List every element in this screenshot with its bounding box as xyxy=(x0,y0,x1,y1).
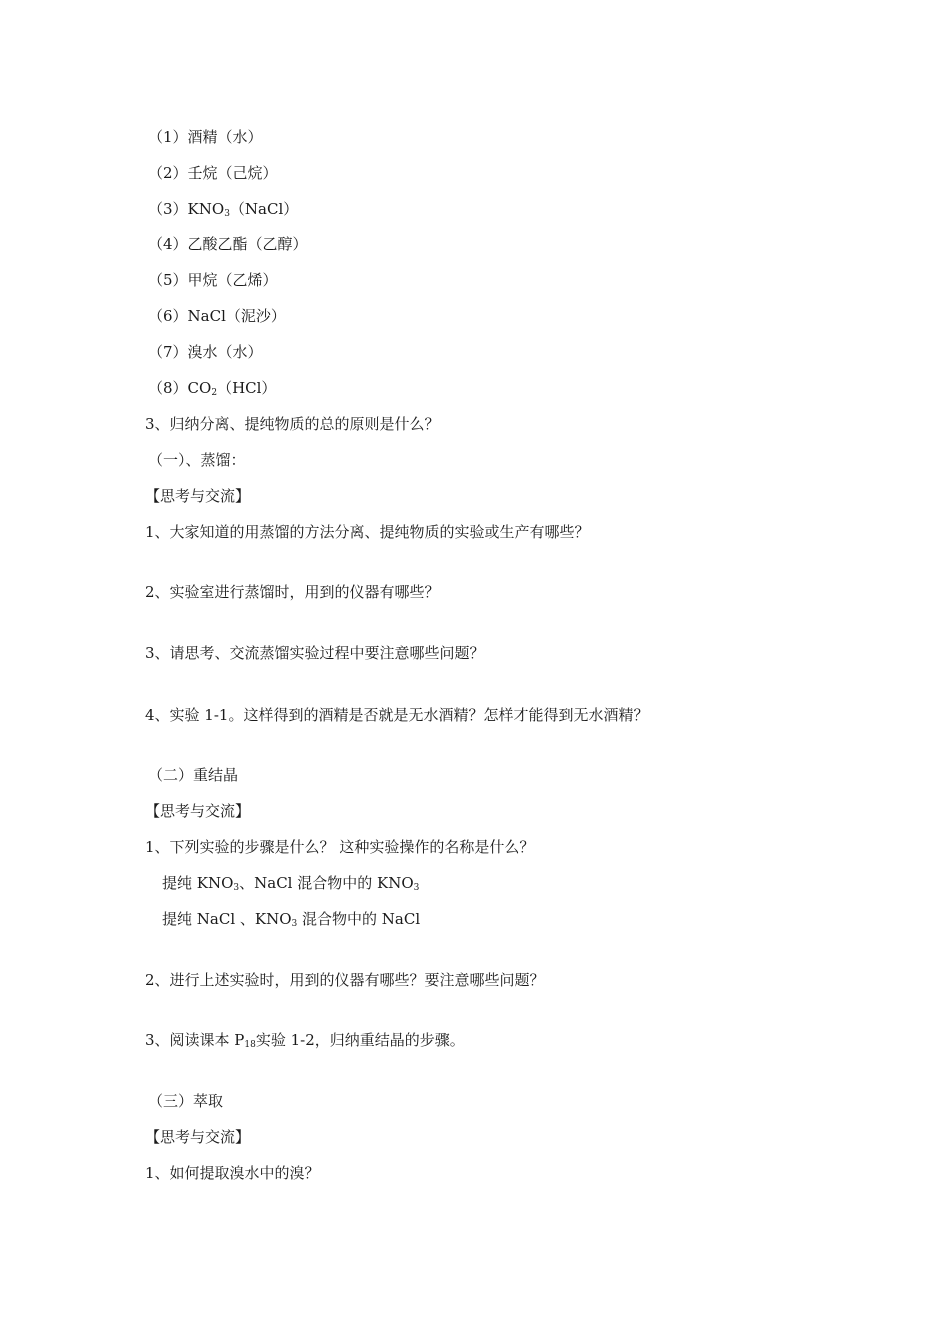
list-item: （5）甲烷（乙烯） xyxy=(148,271,278,289)
section-title-distillation: （一）、蒸馏： xyxy=(148,451,246,469)
list-item: （4）乙酸乙酯（乙醇） xyxy=(148,235,308,253)
list-item: （6）NaCl（泥沙） xyxy=(148,307,286,325)
list-item: （7）溴水（水） xyxy=(148,343,263,361)
list-item: （2）壬烷（己烷） xyxy=(148,164,278,182)
question: 1、下列实验的步骤是什么？ 这种实验操作的名称是什么？ xyxy=(145,838,535,856)
question: 3、请思考、交流蒸馏实验过程中要注意哪些问题？ xyxy=(145,644,485,662)
discussion-heading: 【思考与交流】 xyxy=(145,487,251,505)
question: 2、实验室进行蒸馏时，用到的仪器有哪些？ xyxy=(145,583,440,601)
discussion-heading: 【思考与交流】 xyxy=(145,802,251,820)
sub-item: 提纯 NaCl 、$KNO_3$ 混合物中的 NaCl xyxy=(162,910,421,929)
question: 1、大家知道的用蒸馏的方法分离、提纯物质的实验或生产有哪些？ xyxy=(145,523,590,541)
list-item: $(8)CO_2(HCl)$ xyxy=(148,379,277,398)
question: 2、进行上述实验时，用到的仪器有哪些？要注意哪些问题？ xyxy=(145,971,545,989)
question: 1、如何提取溴水中的溴？ xyxy=(145,1164,320,1182)
question: 4、实验 1-1。这样得到的酒精是否就是无水酒精？怎样才能得到无水酒精？ xyxy=(145,706,649,724)
question: 3、阅读课本 $P_{18}$实验 1-2，归纳重结晶的步骤。 xyxy=(145,1031,465,1050)
list-item: $(3)KNO_3(NaCl)$ xyxy=(148,200,299,219)
question-principle: 3、归纳分离、提纯物质的总的原则是什么？ xyxy=(145,415,440,433)
discussion-heading: 【思考与交流】 xyxy=(145,1128,251,1146)
section-title-extraction: （三）萃取 xyxy=(148,1092,224,1110)
sub-item: 提纯 $KNO_3$、NaCl 混合物中的 $KNO_3$ xyxy=(162,874,420,893)
list-item: （1）酒精（水） xyxy=(148,128,263,146)
section-title-recrystallization: （二）重结晶 xyxy=(148,766,239,784)
